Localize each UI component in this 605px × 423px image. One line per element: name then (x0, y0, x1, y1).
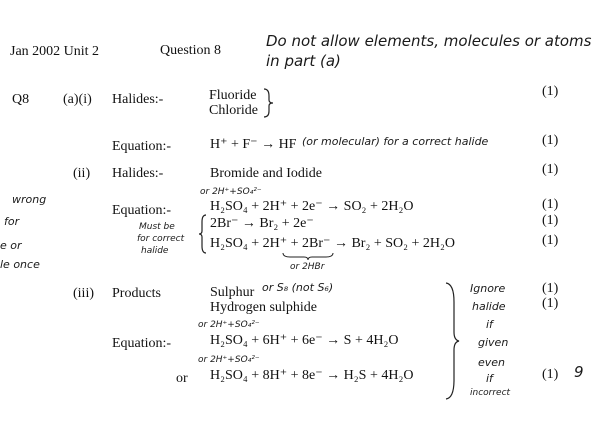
equation-note: (or molecular) for a correct halide (302, 135, 489, 148)
side-note: Ignore (470, 282, 506, 295)
question-number: Question 8 (160, 43, 222, 58)
equation-text: H₂SO₄ + 2H⁺ + 2e⁻ → SO₂ + 2H₂O (210, 199, 414, 214)
handwritten-alt: or 2H⁺+SO₄²⁻ (198, 355, 260, 365)
equation-label: Equation:- (112, 139, 172, 154)
products-label: Products (112, 286, 161, 301)
side-note: incorrect (470, 388, 511, 398)
marker-note-2: in part (a) (266, 52, 341, 70)
margin-note: for (4, 215, 20, 228)
mark: (1) (542, 133, 559, 148)
part-label: (a)(i) (63, 92, 92, 107)
side-note: if (486, 318, 493, 331)
part-label: (iii) (73, 286, 94, 301)
margin-note: e or (0, 239, 22, 252)
side-note: halide (141, 246, 169, 256)
mark: (1) (542, 281, 559, 296)
mark: (1) (542, 197, 559, 212)
halides-label: Halides:- (112, 166, 164, 181)
curly-brace-icon (444, 282, 460, 400)
total-mark: 9 (574, 363, 584, 381)
q-label: Q8 (12, 92, 30, 107)
or-text: or (176, 371, 188, 386)
equation-text: H₂SO₄ + 6H⁺ + 6e⁻ → S + 4H₂O (210, 333, 399, 348)
fluoride-text: Fluoride (209, 88, 257, 103)
side-note: Must be (139, 222, 175, 232)
mark: (1) (542, 213, 559, 228)
mark: (1) (542, 84, 559, 99)
equation-text: 2Br⁻ → Br₂ + 2e⁻ (210, 216, 314, 231)
halides-value: Bromide and Iodide (210, 166, 322, 181)
mark: (1) (542, 367, 559, 382)
side-note: for correct (137, 234, 185, 244)
hydrogen-sulphide-text: Hydrogen sulphide (210, 300, 317, 315)
underbrace-icon (282, 252, 334, 260)
margin-note: le once (0, 258, 40, 271)
mark: (1) (542, 233, 559, 248)
handwritten-alt: or 2HBr (290, 262, 325, 272)
chloride-text: Chloride (209, 103, 258, 118)
mark: (1) (542, 296, 559, 311)
equation-text: H⁺ + F⁻ → HF (210, 137, 297, 152)
equation-text: H₂SO₄ + 8H⁺ + 8e⁻ → H₂S + 4H₂O (210, 368, 414, 383)
mark: (1) (542, 162, 559, 177)
curly-brace-icon (199, 214, 207, 254)
part-label: (ii) (73, 166, 91, 181)
side-note: given (478, 336, 509, 349)
side-note: if (486, 372, 493, 385)
margin-note: wrong (12, 193, 47, 206)
sulphur-text: Sulphur (210, 285, 255, 300)
side-note: even (478, 356, 506, 369)
equation-label: Equation:- (112, 336, 172, 351)
handwritten-alt: or 2H⁺+SO₄²⁻ (198, 320, 260, 330)
marker-note: Do not allow elements, molecules or atoms (266, 32, 592, 50)
equation-label: Equation:- (112, 203, 172, 218)
curly-brace-icon (262, 88, 274, 118)
halides-label: Halides:- (112, 92, 164, 107)
equation-text: H₂SO₄ + 2H⁺ + 2Br⁻ → Br₂ + SO₂ + 2H₂O (210, 236, 455, 251)
handwritten-alt: or 2H⁺+SO₄²⁻ (200, 187, 262, 197)
side-note: halide (472, 300, 506, 313)
sulphur-note: or S₈ (not S₆) (262, 281, 334, 294)
exam-title: Jan 2002 Unit 2 (10, 44, 100, 59)
